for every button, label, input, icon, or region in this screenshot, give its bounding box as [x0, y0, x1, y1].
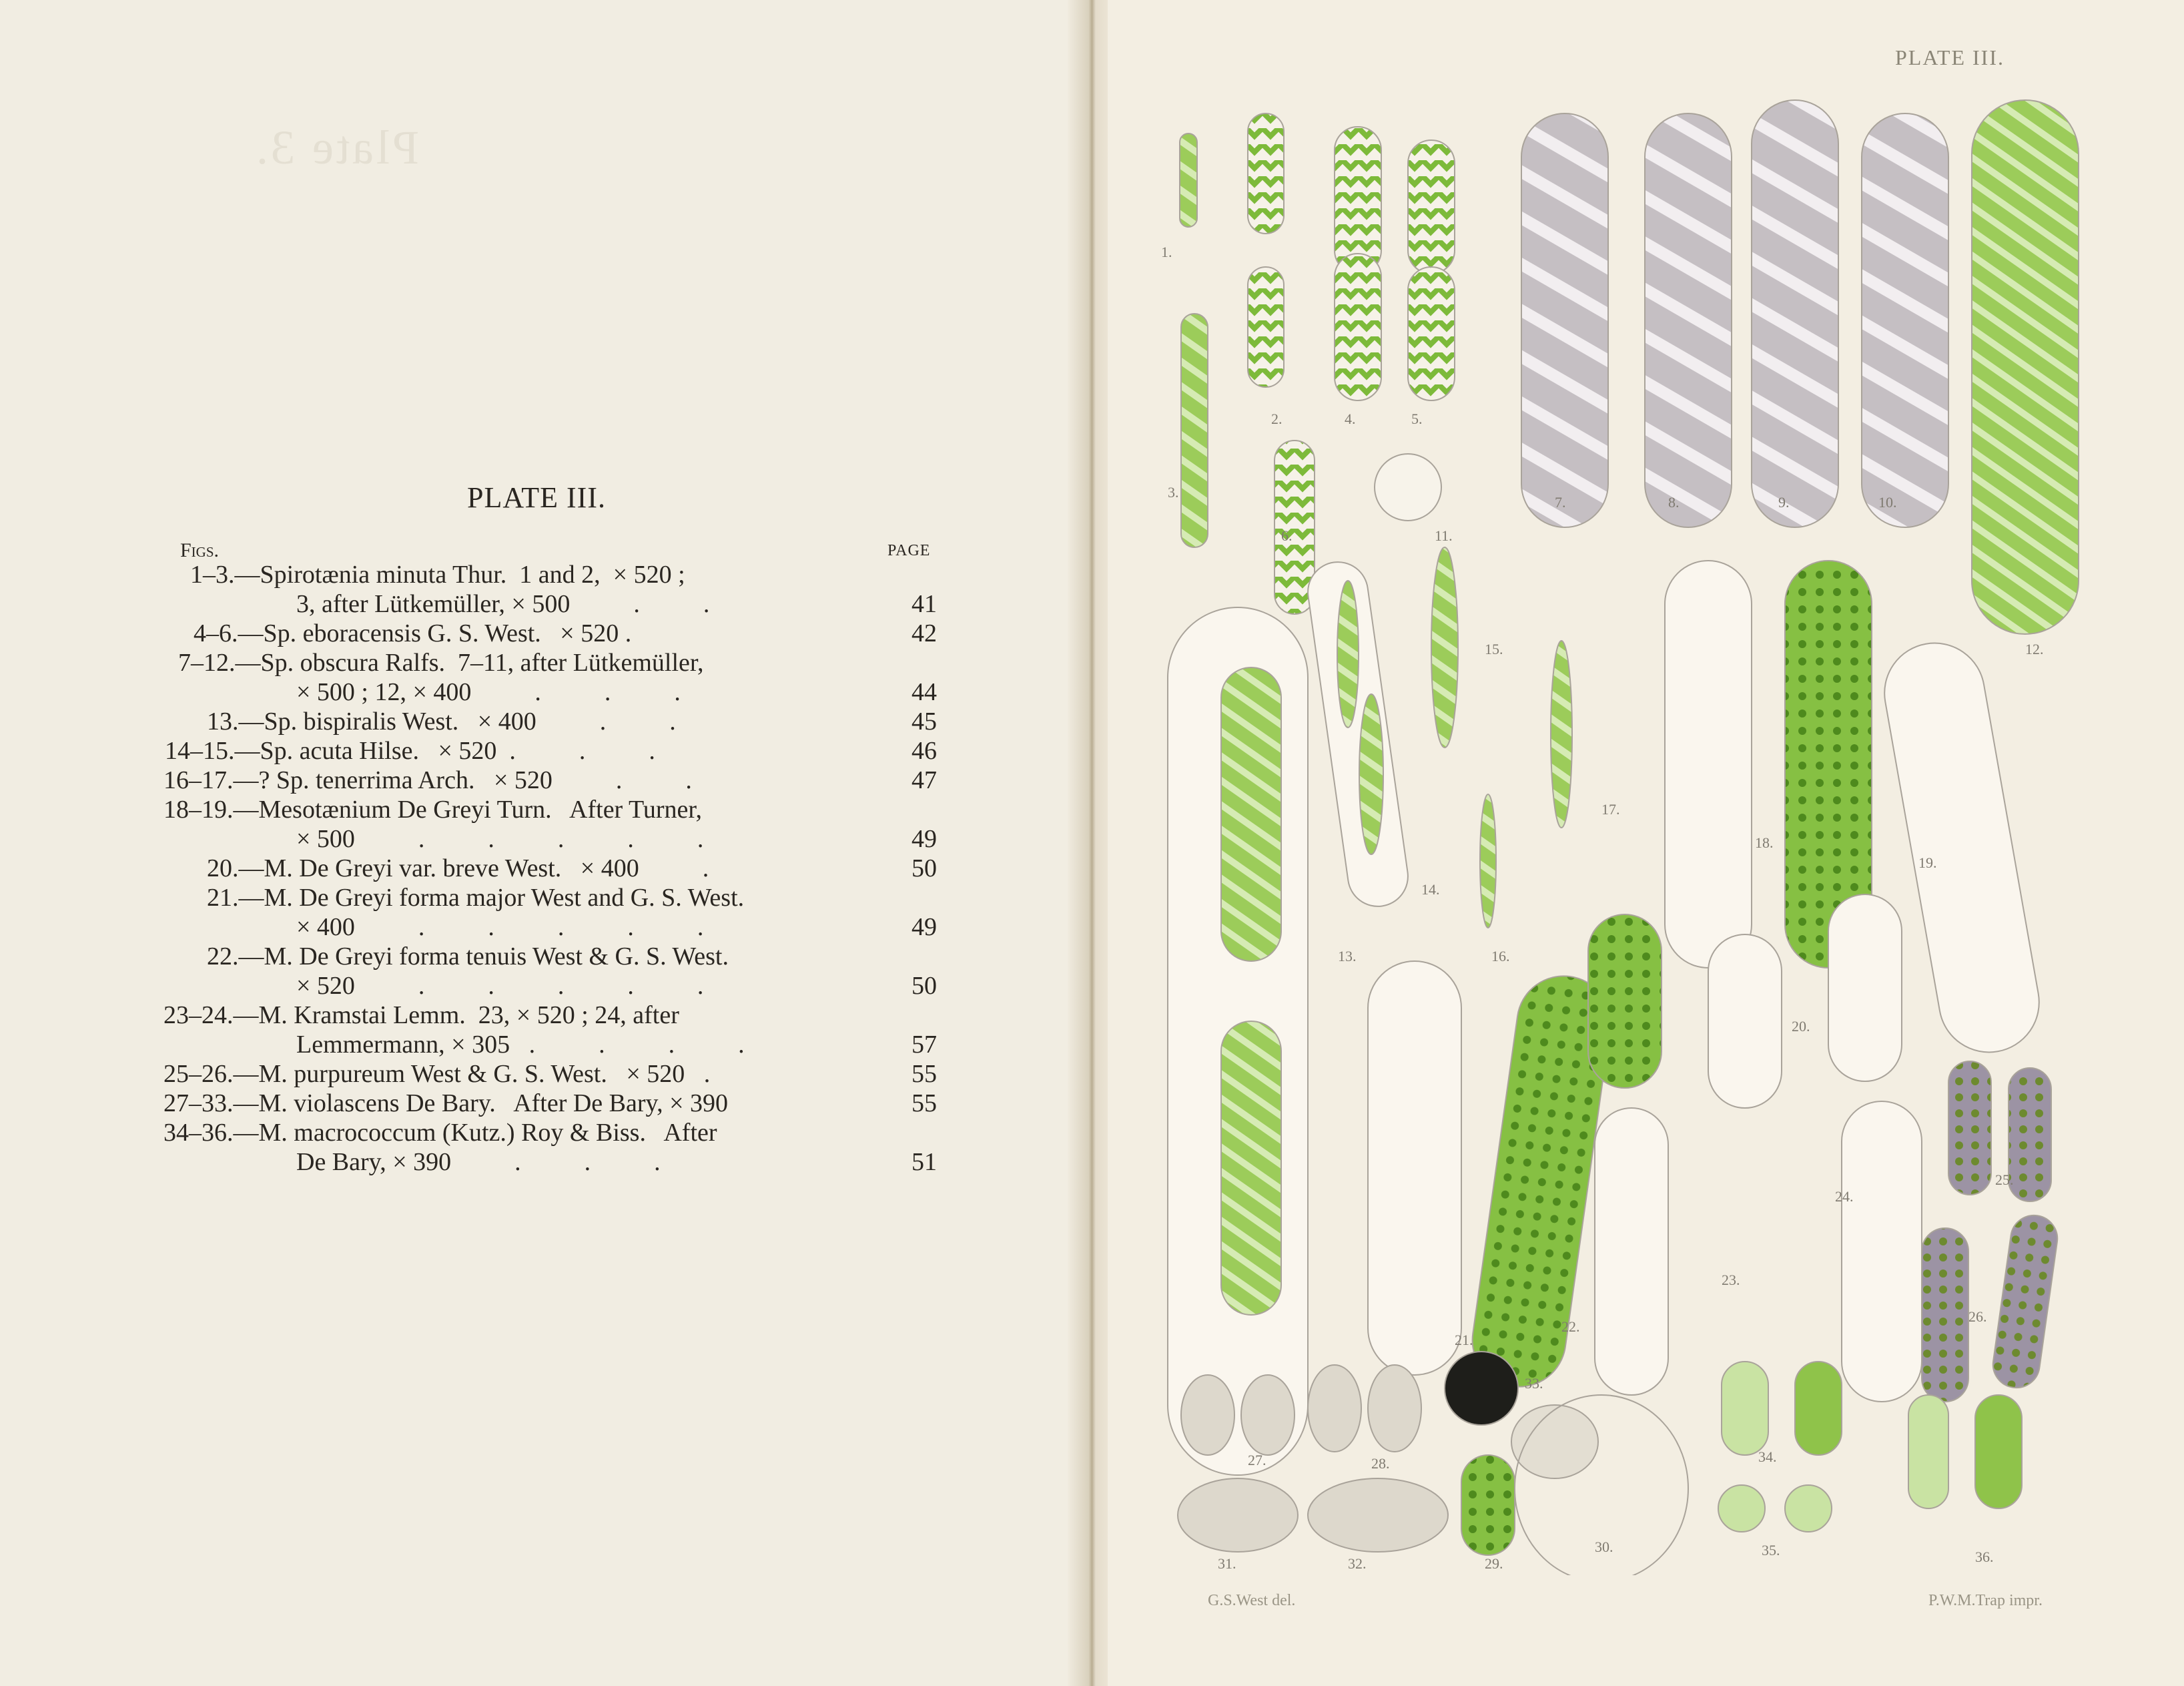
fig-3-cell	[1181, 314, 1208, 547]
caption-line: × 400 . . . . .	[296, 913, 704, 941]
fig-21-outline	[1368, 961, 1461, 1375]
fig-28b-cell	[1368, 1365, 1421, 1452]
caption-line: 13.—Sp. bispiralis West. × 400 . .	[207, 708, 676, 736]
fig-label: 1.	[1161, 244, 1172, 260]
caption-line: 3, after Lütkemüller, × 500 . .	[296, 590, 710, 618]
fig-2b-cell	[1248, 267, 1284, 387]
fig-label: 8.	[1668, 494, 1680, 511]
caption-line: 1–3.—Spirotænia minuta Thur. 1 and 2, × 520 ;	[190, 561, 685, 589]
algae-plate-illustration	[1134, 80, 2095, 1575]
fig-36a-cell	[1908, 1395, 1948, 1508]
printer-credit: P.W.M.Trap impr.	[1928, 1592, 2043, 1609]
fig-35b-cell	[1785, 1485, 1832, 1532]
fig-28a-cell	[1308, 1365, 1361, 1452]
fig-33-cell	[1445, 1352, 1518, 1425]
fig-label: 16.	[1491, 948, 1510, 964]
fig-20a-cell	[1588, 914, 1662, 1088]
fig-24-cell	[1842, 1101, 1922, 1402]
plate-heading: PLATE III.	[467, 481, 606, 514]
caption-line: 21.—M. De Greyi forma major West and G. S. West.	[207, 884, 745, 912]
fig-4a-cell	[1335, 127, 1381, 274]
fig-10-cell	[1862, 113, 1948, 527]
fig-14b-cell	[1359, 694, 1383, 854]
fig-label: 19.	[1918, 854, 1937, 871]
fig-label: 32.	[1348, 1555, 1367, 1572]
fig-label: 7.	[1555, 494, 1566, 511]
fig-1-cell	[1180, 133, 1197, 227]
caption-line: × 500 . . . . .	[296, 825, 704, 853]
figures-row-1	[1180, 100, 2079, 634]
fig-23-cell	[1595, 1108, 1668, 1395]
page-number: 51	[912, 1148, 937, 1176]
figures-row-2	[1168, 547, 2061, 1475]
fig-label: 21.	[1455, 1332, 1473, 1348]
fig-5b-cell	[1408, 267, 1455, 400]
fig-26b-cell	[1990, 1212, 2061, 1390]
fig-7-cell	[1521, 113, 1608, 527]
caption-line: 20.—M. De Greyi var. breve West. × 400 .	[207, 854, 709, 882]
fig-label: 33.	[1525, 1375, 1543, 1392]
fig-17-cell	[1551, 641, 1572, 828]
caption-line: 4–6.—Sp. eboracensis G. S. West. × 520 .	[194, 619, 632, 647]
caption-line: 18–19.—Mesotænium De Greyi Turn. After Turner,	[163, 796, 703, 824]
fig-15-cell	[1431, 547, 1458, 748]
page-number: 42	[912, 619, 937, 647]
fig-27a-cell	[1181, 1375, 1234, 1455]
fig-11-cell	[1375, 454, 1441, 521]
caption-line: 27–33.—M. violascens De Bary. After De Bary, × 390	[163, 1089, 729, 1117]
page-number: 57	[912, 1031, 937, 1059]
caption-line: 7–12.—Sp. obscura Ralfs. 7–11, after Lütkemüller,	[178, 649, 704, 677]
page-number: 44	[912, 678, 937, 706]
fig-label: 27.	[1248, 1452, 1266, 1468]
fig-label: 36.	[1975, 1549, 1994, 1565]
fig-label: 34.	[1758, 1448, 1777, 1465]
fig-25b-cell	[2009, 1068, 2051, 1201]
fig-label: 30.	[1595, 1538, 1613, 1555]
page-number: 55	[912, 1060, 937, 1088]
fig-label: 14.	[1421, 881, 1440, 898]
fig-label: 5.	[1411, 410, 1423, 427]
page-number: 50	[912, 972, 937, 1000]
fig-label: 9.	[1778, 494, 1790, 511]
page-number: 55	[912, 1089, 937, 1117]
fig-14a-cell	[1337, 581, 1359, 728]
caption-line: De Bary, × 390 . . .	[296, 1148, 661, 1176]
figs-column-label: Figs.	[180, 539, 220, 561]
fig-label: 24.	[1835, 1188, 1854, 1205]
caption-line: × 500 ; 12, × 400 . . .	[296, 678, 681, 706]
fig-label: 4.	[1345, 410, 1356, 427]
fig-label: 18.	[1755, 834, 1774, 851]
page-number: 50	[912, 854, 937, 882]
show-through-text: Plate 3.	[254, 121, 419, 174]
page-number: 49	[912, 825, 937, 853]
page-column-label: PAGE	[887, 542, 931, 559]
fig-32-cell	[1308, 1478, 1448, 1552]
caption-line: 22.—M. De Greyi forma tenuis West & G. S. West.	[207, 942, 729, 970]
caption-line: 34–36.—M. macrococcum (Kutz.) Roy & Biss. After	[163, 1119, 717, 1147]
page-number: 41	[912, 590, 937, 618]
fig-16-cell	[1480, 794, 1496, 928]
fig-label: 12.	[2025, 641, 2044, 657]
caption-line: × 520 . . . . .	[296, 972, 704, 1000]
fig-20b-cell	[1708, 934, 1782, 1108]
fig-label: 22.	[1561, 1318, 1580, 1335]
fig-2a-cell	[1248, 113, 1284, 234]
fig-label: 29.	[1485, 1555, 1503, 1572]
caption-line: 25–26.—M. purpureum West & G. S. West. × 520 .	[163, 1060, 711, 1088]
fig-34b-cell	[1795, 1362, 1842, 1455]
fig-26a-cell	[1922, 1228, 1968, 1402]
page-number: 45	[912, 708, 937, 736]
fig-9-cell	[1752, 100, 1838, 527]
fig-20c-cell	[1828, 894, 1902, 1081]
fig-13b-cell	[1221, 1021, 1281, 1315]
fig-label: 25.	[1995, 1171, 2014, 1188]
caption-line: 16–17.—? Sp. tenerrima Arch. × 520 . .	[163, 766, 692, 794]
fig-8-cell	[1645, 113, 1732, 527]
fig-18a-outline	[1665, 561, 1752, 968]
fig-label: 26.	[1968, 1308, 1987, 1325]
fig-label: 20.	[1792, 1018, 1810, 1035]
artist-credit: G.S.West del.	[1208, 1592, 1296, 1609]
plate-number-label: PLATE III.	[1895, 45, 2005, 69]
fig-label: 11.	[1435, 527, 1453, 544]
fig-label: 6.	[1281, 527, 1293, 544]
page-number: 46	[912, 737, 937, 765]
fig-27b-cell	[1241, 1375, 1295, 1455]
fig-label: 23.	[1722, 1272, 1740, 1288]
fig-label: 15.	[1485, 641, 1503, 657]
page-number: 49	[912, 913, 937, 941]
fig-12-cell	[1972, 100, 2079, 634]
fig-35a-cell	[1718, 1485, 1765, 1532]
caption-line: 23–24.—M. Kramstai Lemm. 23, × 520 ; 24, after	[163, 1001, 679, 1029]
fig-36b-cell	[1975, 1395, 2022, 1508]
fig-13a-cell	[1221, 667, 1281, 961]
fig-4b-cell	[1335, 254, 1381, 400]
caption-line: 14–15.—Sp. acuta Hilse. × 520 . . .	[165, 737, 655, 765]
fig-label: 3.	[1168, 484, 1179, 501]
caption-line: Lemmermann, × 305 . . . .	[296, 1031, 745, 1059]
fig-label: 13.	[1338, 948, 1357, 964]
fig-31-cell	[1178, 1478, 1298, 1552]
fig-label: 31.	[1218, 1555, 1236, 1572]
fig-label: 17.	[1601, 801, 1620, 818]
fig-5a-cell	[1408, 140, 1455, 274]
fig-34a-cell	[1722, 1362, 1768, 1455]
fig-label: 28.	[1371, 1455, 1390, 1472]
fig-25a-cell	[1948, 1061, 1991, 1195]
fig-30a-cell	[1511, 1405, 1598, 1478]
fig-label: 2.	[1271, 410, 1283, 427]
fig-14-outline	[1304, 558, 1411, 910]
page-number: 47	[912, 766, 937, 794]
fig-label: 35.	[1762, 1542, 1780, 1559]
fig-label: 10.	[1878, 494, 1897, 511]
fig-29-cell	[1461, 1455, 1515, 1555]
